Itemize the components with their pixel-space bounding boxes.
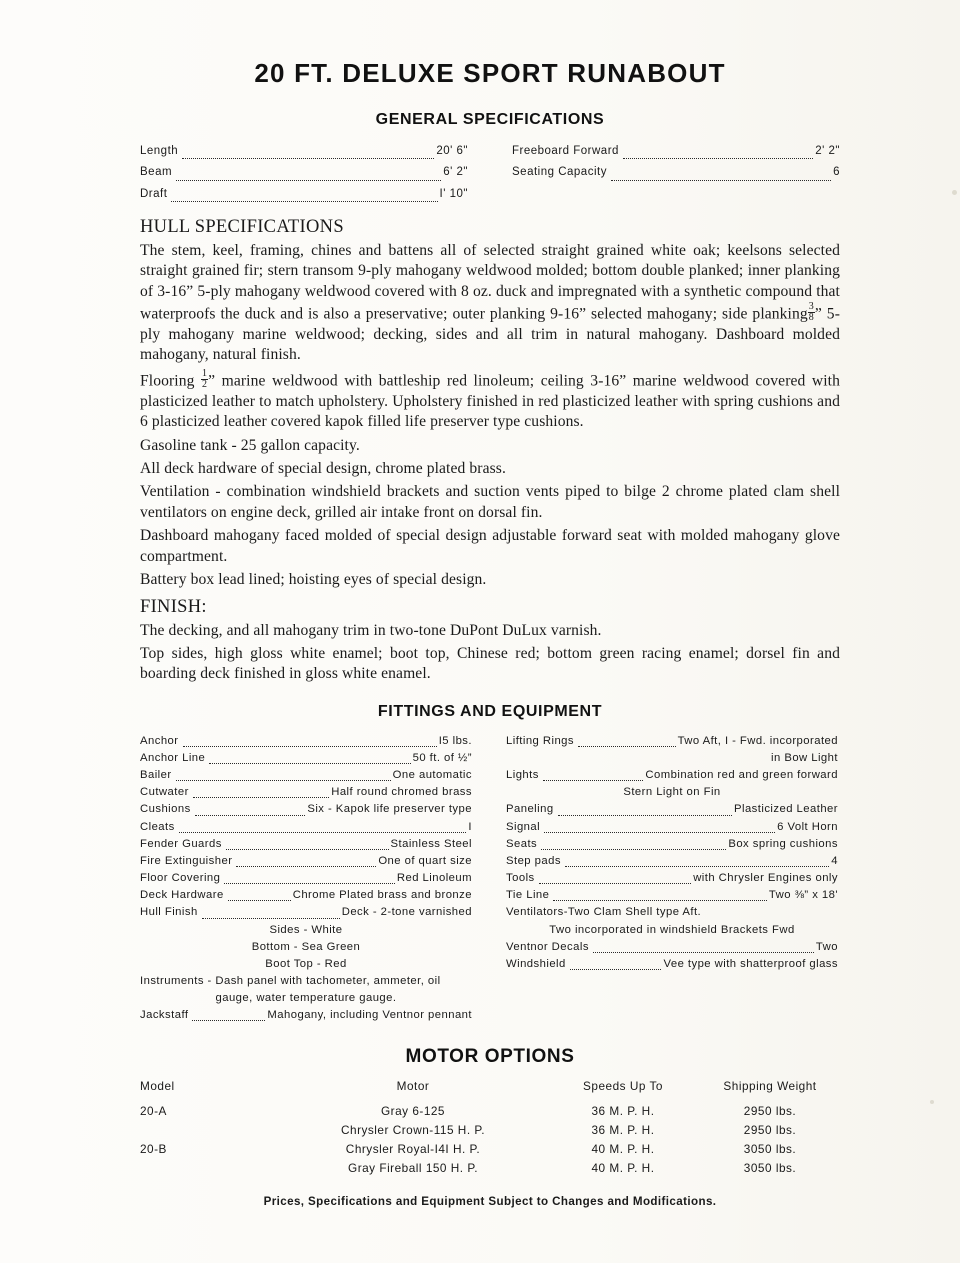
- fitting-row: [506, 733, 838, 750]
- fitting-value: 50 ft. of ½”: [412, 751, 472, 764]
- fitting-value: Deck - 2-tone varnished: [341, 906, 472, 919]
- fitting-label: Anchor Line: [140, 751, 206, 764]
- fitting-note: Ventilators-Two Clam Shell type Aft.: [506, 906, 702, 919]
- hull-specifications-heading: HULL SPECIFICATIONS: [140, 216, 344, 237]
- fitting-value: Red Linoleum: [396, 872, 472, 885]
- leader-dots: [228, 892, 291, 901]
- leader-dots: [171, 192, 437, 202]
- fitting-label: Jackstaff: [140, 1009, 189, 1022]
- fitting-row: [140, 801, 472, 818]
- leader-dots: [553, 892, 767, 901]
- leader-dots: [236, 858, 376, 867]
- cell-weight: 3050 lbs.: [743, 1160, 797, 1175]
- leader-dots: [565, 858, 829, 867]
- fitting-row: [140, 904, 472, 921]
- fitting-value: Half round chromed brass: [331, 786, 472, 799]
- spec-value: I' 10": [439, 187, 468, 200]
- cell-motor: Gray Fireball 150 H. P.: [348, 1160, 478, 1175]
- hull-p1-end-text: ” 5-ply mahogany marine weldwood; decking, sides and all trim in natural mahogany. Dashboard molded mahogany, natural finish.: [140, 305, 841, 364]
- leader-dots: [544, 823, 775, 832]
- leader-dots: [202, 909, 340, 918]
- general-specifications-table: [140, 141, 840, 205]
- fitting-row: [140, 767, 472, 784]
- leader-dots: [192, 1012, 265, 1021]
- fitting-value: 6 Volt Horn: [777, 820, 838, 833]
- fitting-value: Combination red and green forward: [645, 769, 838, 782]
- leader-dots: [611, 171, 831, 181]
- general-specs-left-column: [140, 141, 468, 205]
- hull-paragraph-3: Gasoline tank - 25 gallon capacity.: [140, 436, 360, 454]
- fitting-label: Lifting Rings: [506, 734, 575, 747]
- fitting-row: [506, 836, 838, 853]
- cell-speed: 36 M. P. H.: [591, 1103, 655, 1118]
- hull-paragraph-4: All deck hardware of special design, chrome plated brass.: [140, 460, 506, 478]
- fitting-value: 4: [831, 854, 838, 867]
- fitting-note: Two incorporated in windshield Brackets Fwd: [549, 923, 795, 936]
- footer-disclaimer: Prices, Specifications and Equipment Subject to Changes and Modifications.: [263, 1195, 717, 1209]
- paper-speck: [930, 1100, 934, 1104]
- fitting-label: Step pads: [506, 854, 561, 867]
- cell-motor: Chrysler Crown-115 H. P.: [341, 1122, 485, 1137]
- spec-label: Freeboard Forward: [512, 145, 619, 157]
- cell-model: [140, 1158, 280, 1177]
- hull-paragraph-2: [140, 369, 840, 433]
- fitting-row: [506, 870, 838, 887]
- fitting-value: Chrome Plated brass and bronze: [292, 889, 472, 902]
- leader-dots: [623, 150, 813, 160]
- spec-value: 20' 6": [436, 145, 468, 157]
- fitting-row: [506, 801, 838, 818]
- fitting-row: [506, 956, 838, 973]
- motor-options-table: [140, 1076, 840, 1177]
- fittings-left-column: [140, 733, 472, 1025]
- fraction-one-half: $\frac{1}{2}$: [202, 367, 208, 390]
- table-header-row: [140, 1076, 840, 1101]
- leader-dots: [226, 840, 389, 849]
- fitting-value: One automatic: [392, 769, 472, 782]
- fitting-row: [140, 750, 472, 767]
- fitting-row: [506, 887, 838, 904]
- cell-model: 20-A: [140, 1103, 167, 1118]
- fitting-row: [506, 819, 838, 836]
- leader-dots: [195, 806, 306, 815]
- spec-label: Length: [140, 145, 179, 157]
- fitting-label: Fender Guards: [140, 837, 222, 850]
- spec-row: [512, 162, 840, 183]
- fitting-label: Cushions: [140, 803, 191, 816]
- hull-paragraph-7: Battery box lead lined; hoisting eyes of special design.: [140, 571, 487, 589]
- column-header-speed: Speeds Up To: [583, 1079, 663, 1094]
- fitting-row: [506, 767, 838, 784]
- cell-motor: Gray 6-125: [380, 1103, 445, 1118]
- fitting-value: Mahogany, including Ventnor pennant: [267, 1009, 472, 1022]
- column-header-weight: Shipping Weight: [723, 1079, 817, 1094]
- finish-paragraph-2: Top sides, high gloss white enamel; boot top, Chinese red; bottom green racing enamel; dorsel fin and boarding deck finished in gloss white enamel.: [140, 644, 840, 683]
- leader-dots: [209, 755, 410, 764]
- table-row: [140, 1139, 840, 1158]
- fitting-value: Two: [815, 940, 838, 953]
- finish-paragraph-1: The decking, and all mahogany trim in two-tone DuPont DuLux varnish.: [140, 621, 602, 639]
- leader-dots: [593, 943, 814, 952]
- fitting-value: I: [468, 820, 472, 833]
- fitting-value: I5 lbs.: [438, 734, 472, 747]
- fitting-row: [506, 853, 838, 870]
- spec-value: 6' 2": [443, 166, 468, 179]
- motor-options-heading: MOTOR OPTIONS: [405, 1046, 575, 1068]
- spec-value: 6: [833, 166, 840, 179]
- leader-dots: [539, 875, 692, 884]
- fitting-label: Cleats: [140, 820, 175, 833]
- leader-dots: [541, 840, 726, 849]
- column-header-model: Model: [140, 1079, 175, 1094]
- spec-row: [140, 141, 468, 162]
- cell-motor: Chrysler Royal-I4I H. P.: [345, 1141, 481, 1156]
- spec-row: [512, 141, 840, 162]
- fitting-note: gauge, water temperature gauge.: [215, 992, 397, 1005]
- cell-weight: 2950 lbs.: [743, 1103, 797, 1118]
- fitting-label: Anchor: [140, 734, 179, 747]
- general-specs-right-column: [512, 141, 840, 205]
- leader-dots: [543, 772, 644, 781]
- document-body: [140, 40, 840, 1208]
- table-row: [140, 1101, 840, 1120]
- cell-model: 20-B: [140, 1141, 167, 1156]
- cell-weight: 2950 lbs.: [743, 1122, 797, 1137]
- fitting-value: with Chrysler Engines only: [693, 872, 838, 885]
- fitting-value: One of quart size: [378, 854, 472, 867]
- hull-p1-text: The stem, keel, framing, chines and battens all of selected straight grained white oak; keelsons selected straight grained fir; stern transom 9-ply mahogany weldwood molded; bottom double planked; inner planking of 3-16” 5-ply mahogany weldwood covered with 8 oz. duck and impregnated with a synthetic compound that waterproofs the duck and is also a preservative; outer planking 9-16” selected mahogany; side planking: [140, 241, 840, 323]
- fitting-value: Vee type with shatterproof glass: [663, 957, 838, 970]
- fitting-row: [140, 853, 472, 870]
- fitting-note: Bottom - Sea Green: [251, 940, 361, 953]
- fitting-label: Hull Finish: [140, 906, 198, 919]
- fitting-label: Seats: [506, 837, 538, 850]
- fitting-row: [140, 1007, 472, 1024]
- leader-dots: [176, 171, 441, 181]
- fitting-value: Stainless Steel: [390, 837, 472, 850]
- leader-dots: [182, 150, 434, 160]
- hull-paragraph-1: [140, 241, 840, 366]
- spec-label: Beam: [140, 166, 173, 179]
- fitting-label: Deck Hardware: [140, 889, 224, 902]
- table-row: [140, 1158, 840, 1177]
- spec-row: [140, 184, 468, 205]
- fitting-value: Box spring cushions: [728, 837, 838, 850]
- fitting-label: Paneling: [506, 803, 554, 816]
- fitting-value: Two ⅜” x 18': [768, 889, 838, 902]
- fitting-row: [140, 870, 472, 887]
- spec-label: Seating Capacity: [512, 166, 607, 179]
- fitting-note: Sides - White: [269, 923, 343, 936]
- leader-dots: [179, 823, 467, 832]
- fitting-note: in Bow Light: [771, 751, 838, 764]
- leader-dots: [176, 772, 391, 781]
- fittings-right-column: [506, 733, 838, 1025]
- fitting-label: Cutwater: [140, 786, 189, 799]
- leader-dots: [570, 961, 662, 970]
- fittings-equipment-table: [140, 733, 840, 1025]
- fitting-row: [140, 819, 472, 836]
- fitting-row: [140, 836, 472, 853]
- fitting-label: Signal: [506, 820, 541, 833]
- cell-speed: 40 M. P. H.: [591, 1160, 655, 1175]
- fitting-label: Bailer: [140, 769, 172, 782]
- fitting-label: Lights: [506, 769, 539, 782]
- leader-dots: [193, 789, 329, 798]
- spec-value: 2' 2": [815, 145, 840, 157]
- fitting-row: [140, 784, 472, 801]
- spec-row: [140, 162, 468, 183]
- fitting-label: Tie Line: [506, 889, 550, 902]
- fitting-note: Instruments - Dash panel with tachometer, ammeter, oil: [140, 975, 441, 987]
- hull-paragraph-5: Ventilation - combination windshield brackets and suction vents piped to bilge 2 chrome plated clam shell ventilators on engine deck, grilled air intake front on dorsal fin.: [140, 483, 840, 521]
- fitting-row: [506, 939, 838, 956]
- cell-weight: 3050 lbs.: [743, 1141, 797, 1156]
- fitting-row: [140, 887, 472, 904]
- paper-speck: [952, 190, 957, 195]
- fitting-label: Windshield: [506, 957, 566, 970]
- fitting-note: Boot Top - Red: [265, 957, 347, 970]
- fitting-value: Two Aft, I - Fwd. incorporated: [677, 734, 838, 747]
- fraction-three-eighths: $\frac{3}{8}$: [808, 301, 814, 324]
- table-row: [140, 1120, 840, 1139]
- leader-dots: [578, 738, 676, 747]
- cell-speed: 40 M. P. H.: [591, 1141, 655, 1156]
- cell-model: [140, 1120, 280, 1139]
- page-title: 20 FT. DELUXE SPORT RUNABOUT: [254, 58, 726, 88]
- fitting-value: Six - Kapok life preserver type: [307, 803, 472, 816]
- fitting-note: Stern Light on Fin: [623, 786, 721, 799]
- spec-label: Draft: [140, 187, 168, 200]
- finish-heading: FINISH:: [140, 596, 207, 617]
- hull-paragraph-6: Dashboard mahogany faced molded of special design adjustable forward seat with molded mahogany glove compartment.: [140, 527, 840, 565]
- fitting-label: Ventnor Decals: [506, 940, 589, 953]
- fitting-row: [140, 733, 472, 750]
- general-specifications-heading: GENERAL SPECIFICATIONS: [375, 111, 605, 128]
- hull-p2-end-text: ” marine weldwood with battleship red linoleum; ceiling 3-16” marine weldwood covered with plasticized leather to match upholstery. Upholstery finished in red plasticized leather with spring cushions and 6 plasticized leather covered kapok filled life preserver type cushions.: [140, 372, 840, 431]
- fitting-value: Plasticized Leather: [734, 803, 838, 816]
- leader-dots: [224, 875, 395, 884]
- cell-speed: 36 M. P. H.: [591, 1122, 655, 1137]
- fitting-label: Fire Extinguisher: [140, 854, 233, 867]
- leader-dots: [183, 738, 437, 747]
- fitting-label: Tools: [506, 872, 535, 885]
- column-header-motor: Motor: [396, 1079, 430, 1094]
- fitting-label: Floor Covering: [140, 872, 221, 885]
- hull-p2-start-text: Flooring: [140, 372, 195, 390]
- fittings-equipment-heading: FITTINGS AND EQUIPMENT: [377, 702, 603, 720]
- leader-dots: [558, 806, 732, 815]
